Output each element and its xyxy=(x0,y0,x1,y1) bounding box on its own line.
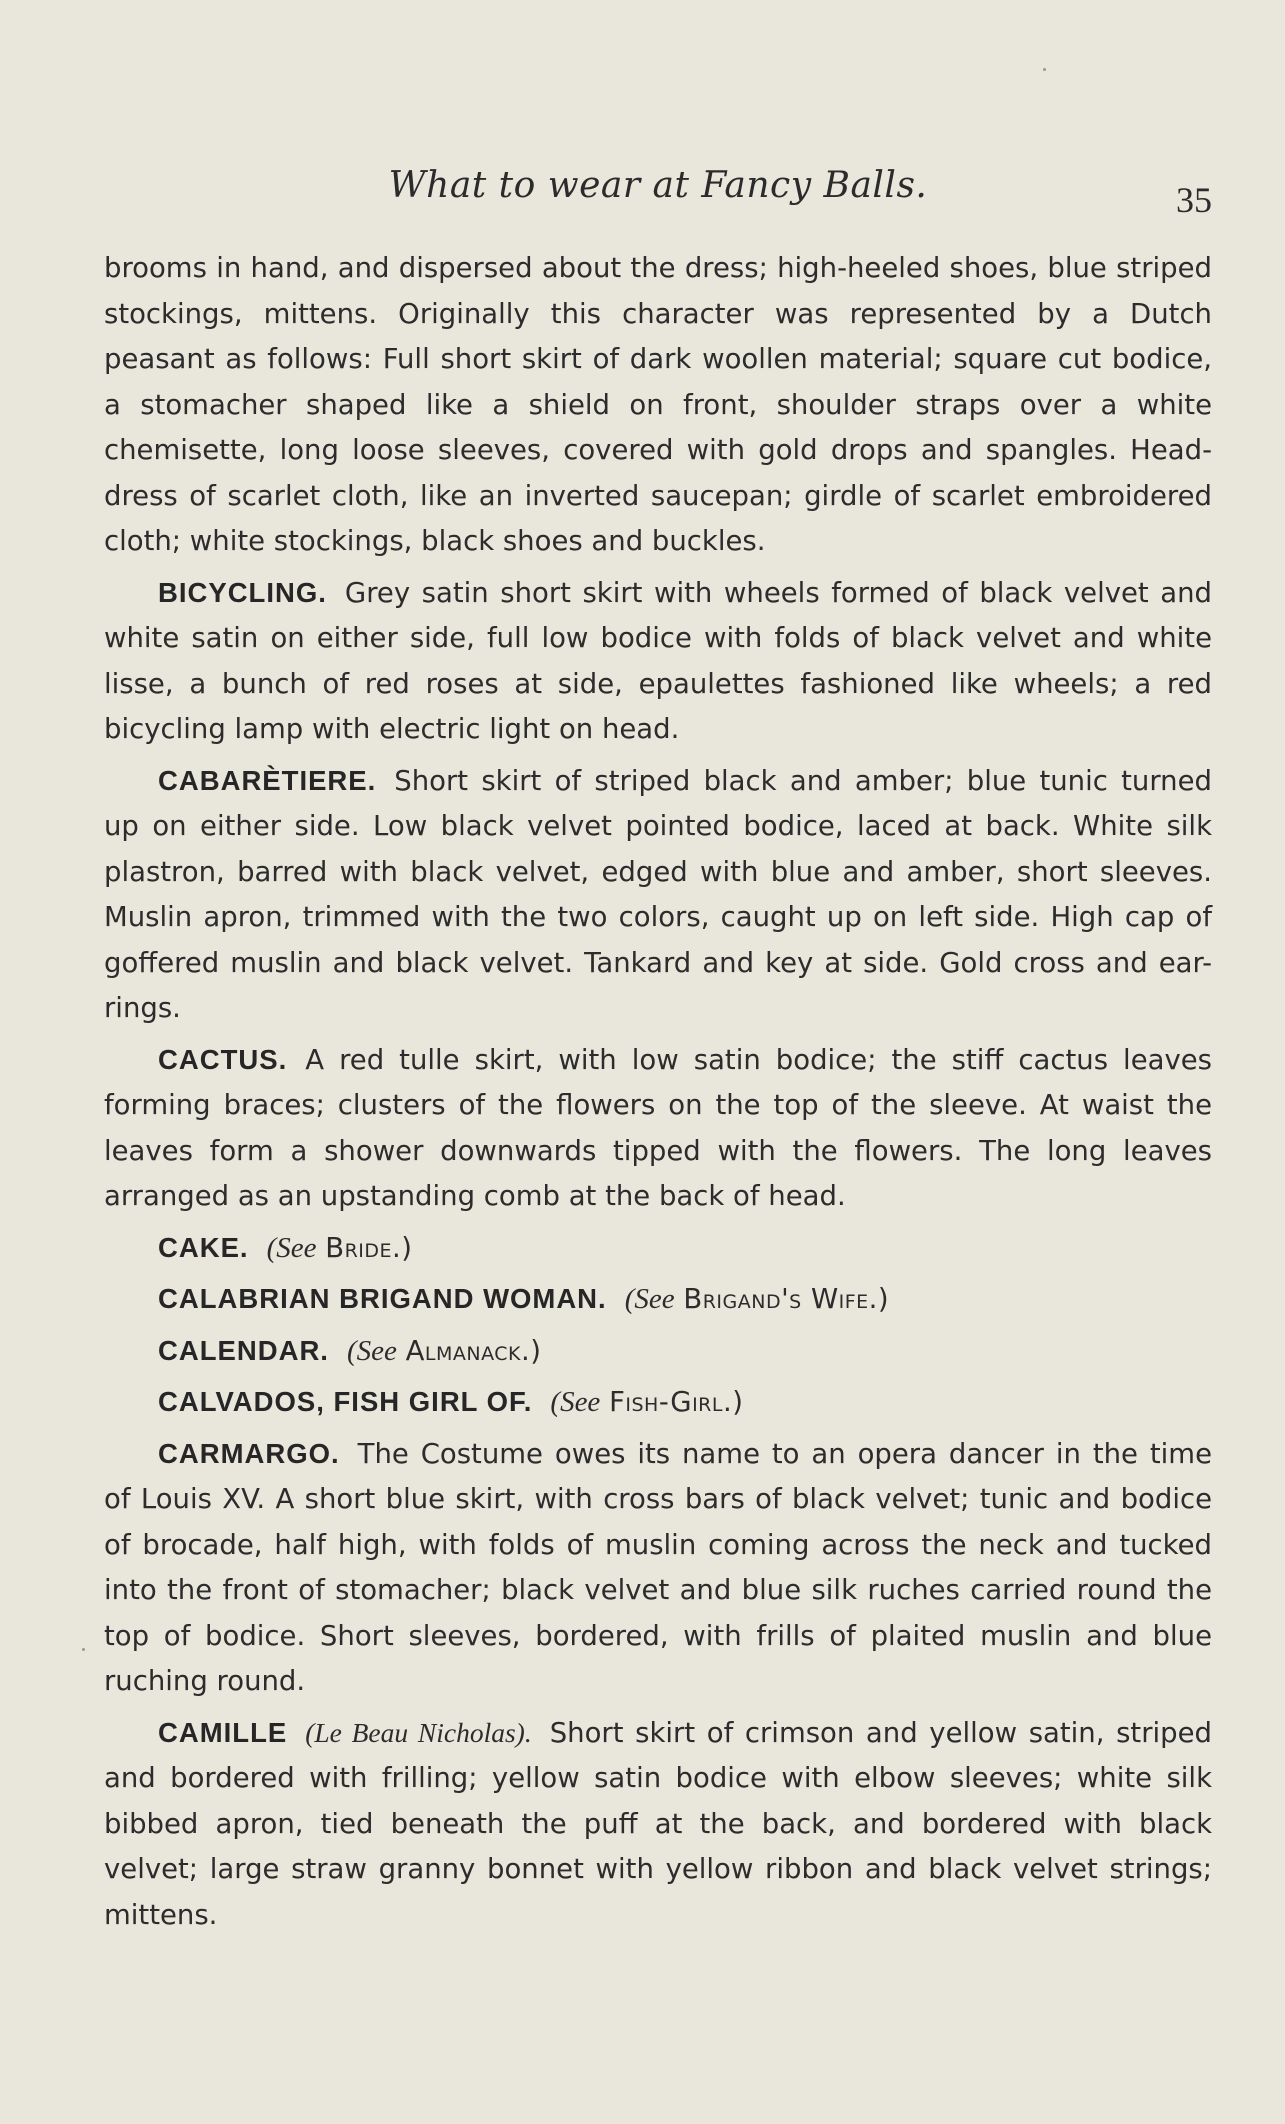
running-header xyxy=(104,165,1212,225)
entry-term: CALABRIAN BRIGAND WOMAN. xyxy=(158,1283,607,1314)
see-reference-label: (See xyxy=(266,1231,317,1264)
paper-speck xyxy=(82,1648,85,1651)
entry-term: CARMARGO. xyxy=(158,1437,340,1469)
entry-cabaretiere xyxy=(104,758,1212,1032)
entry-camille xyxy=(104,1710,1212,1939)
entry-bicycling xyxy=(104,570,1212,753)
see-reference-label: (See xyxy=(346,1334,397,1367)
cross-reference: Brigand's Wife.) xyxy=(683,1283,890,1315)
entry-term: CALVADOS, FISH GIRL OF. xyxy=(158,1386,533,1417)
entry-carmargo xyxy=(104,1431,1212,1705)
entry-calvados-fish-girl xyxy=(104,1379,1212,1426)
page-number: 35 xyxy=(1176,180,1212,220)
entry-text: Grey satin short skirt with wheels formed of black velvet and white satin on either side, full low bodice with folds of black velvet and white lisse, a bunch of red roses at side, epaulettes fashioned like wheels; a red bicycling lamp with electric light on head. xyxy=(104,576,1212,745)
entry-calabrian-brigand-woman xyxy=(104,1276,1212,1323)
entry-calendar xyxy=(104,1328,1212,1375)
running-title: What to wear at Fancy Balls. xyxy=(388,165,928,206)
entry-cactus xyxy=(104,1037,1212,1220)
page-body xyxy=(104,246,1212,1943)
entry-text: Short skirt of striped black and amber; blue tunic turned up on either side. Low black velvet pointed bodice, laced at back. White silk plastron, barred with black velvet, edged with blue and amber, short sleeves. Muslin apron, trimmed with the two colors, caught up on left side. High cap of goffered muslin and black velvet. Tankard and key at side. Gold cross and ear-rings. xyxy=(104,764,1212,1024)
entry-text: A red tulle skirt, with low satin bodice; the stiff cactus leaves forming braces; clusters of the flowers on the top of the sleeve. At waist the leaves form a shower downwards tipped with the flowers. The long leaves arranged as an upstanding comb at the back of head. xyxy=(104,1043,1212,1212)
entry-text: The Costume owes its name to an opera dancer in the time of Louis XV. A short blue skirt, with cross bars of black velvet; tunic and bodice of brocade, half high, with folds of muslin coming across the neck and tucked into the front of stomacher; black velvet and blue silk ruches carried round the top of bodice. Short sleeves, bordered, with frills of plaited muslin and blue ruching round. xyxy=(104,1437,1212,1697)
continuation-paragraph: brooms in hand, and dispersed about the dress; high-heeled shoes, blue striped stockings, mittens. Originally this character was represented by a Dutch peasant as follows: Full short skirt of dark woollen material; square cut bodice, a stomacher shaped like a shield on front, shoulder straps over a white chemisette, long loose sleeves, covered with gold drops and spangles. Head-dress of scarlet cloth, like an inverted saucepan; girdle of scarlet embroidered cloth; white stockings, black shoes and buckles. xyxy=(104,252,1212,557)
entry-term: CAMILLE xyxy=(158,1716,288,1748)
cross-reference: Almanack.) xyxy=(405,1334,542,1367)
entry-term: CALENDAR. xyxy=(158,1334,329,1366)
entry-term: CACTUS. xyxy=(158,1043,288,1075)
cross-reference: Bride.) xyxy=(325,1231,413,1264)
alternate-name: (Le Beau Nicholas). xyxy=(305,1716,532,1748)
entry-text: Short skirt of crimson and yellow satin, striped and bordered with frilling; yellow satin bodice with elbow sleeves; white silk bibbed apron, tied beneath the puff at the back, and bordered with black velvet; large straw granny bonnet with yellow ribbon and black velvet strings; mittens. xyxy=(104,1716,1212,1931)
see-reference-label: (See xyxy=(550,1386,601,1418)
entry-term: CAKE. xyxy=(158,1231,249,1263)
entry-cake xyxy=(104,1225,1212,1272)
entry-term: BICYCLING. xyxy=(158,576,327,608)
cross-reference: Fish-Girl.) xyxy=(609,1386,744,1418)
paper-speck xyxy=(1043,68,1046,71)
see-reference-label: (See xyxy=(624,1283,675,1315)
entry-term: CABARÈTIERE. xyxy=(158,764,377,796)
